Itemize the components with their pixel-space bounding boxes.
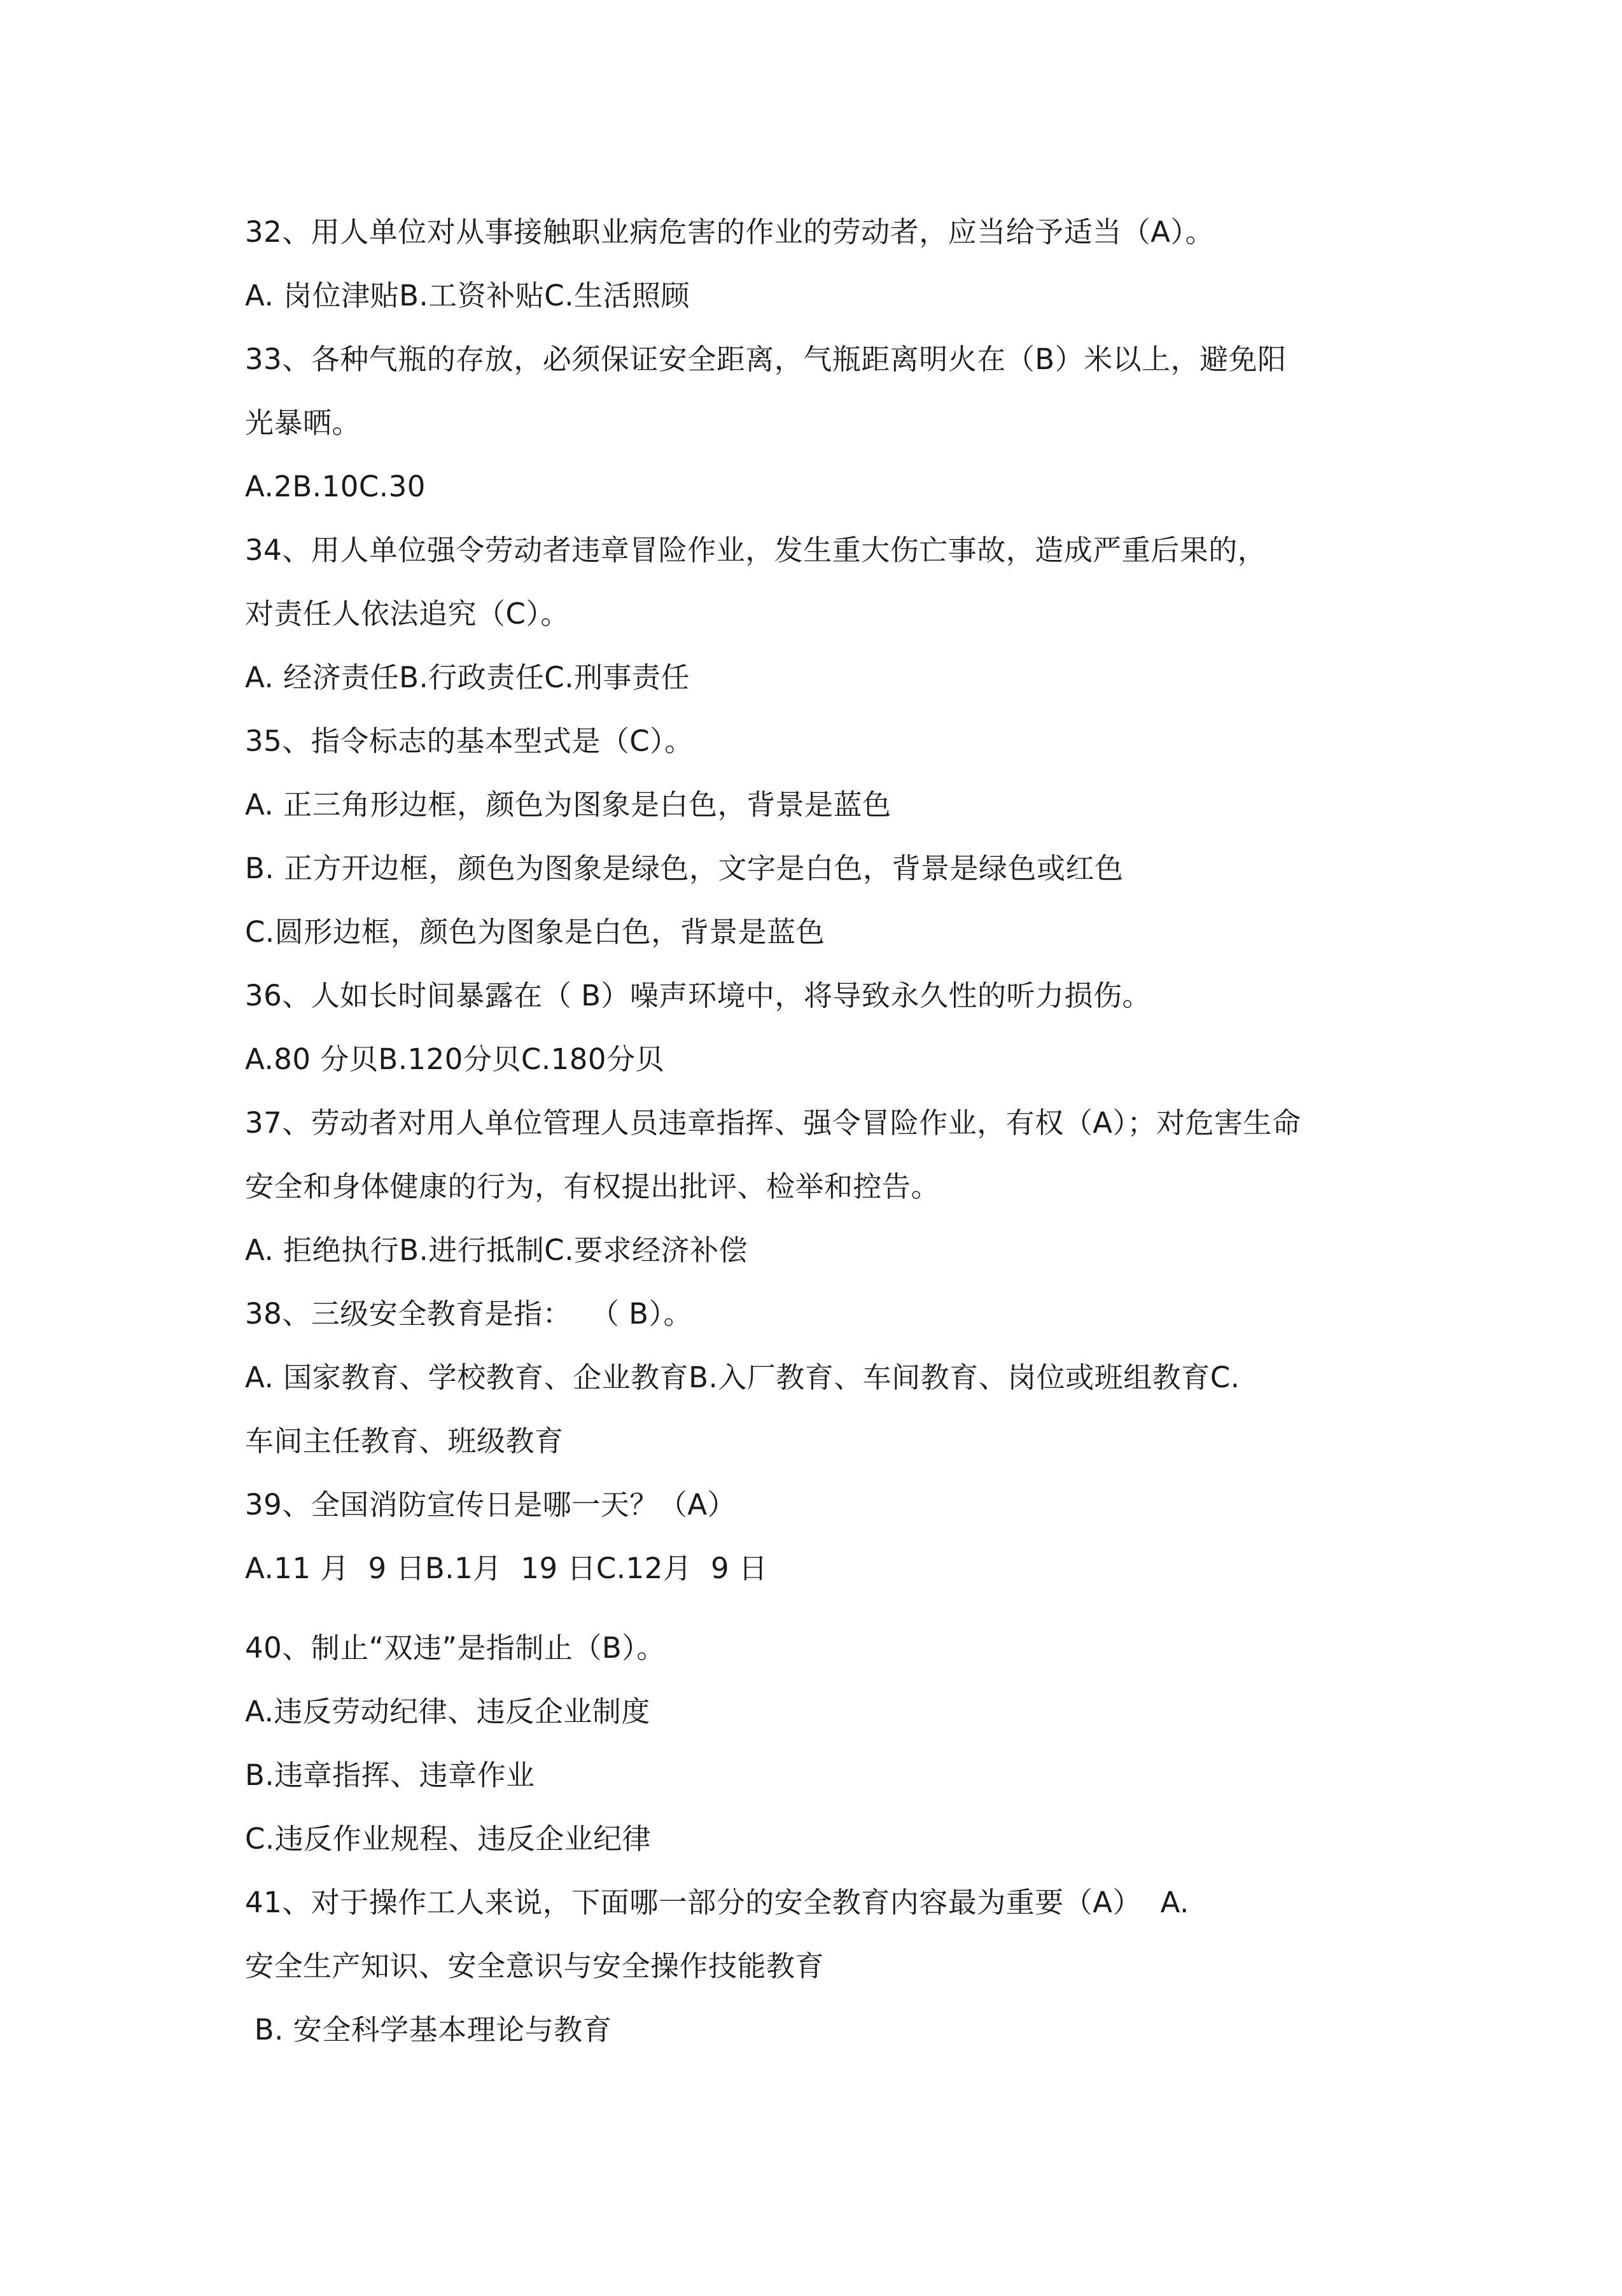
question-33-text-cont: 光暴晒。	[245, 406, 361, 440]
question-32-text: 32、用人单位对从事接触职业病危害的作业的劳动者，应当给予适当（A）。	[245, 215, 1215, 249]
question-39-options: A.11 月 9 日B.1月 19 日C.12月 9 日	[245, 1551, 768, 1585]
question-38-options: A. 国家教育、学校教育、企业教育B.入厂教育、车间教育、岗位或班组教育C.	[245, 1361, 1240, 1394]
question-41-text: 41、对于操作工人来说，下面哪一部分的安全教育内容最为重要（A） A.	[245, 1886, 1189, 1919]
question-37-text: 37、劳动者对用人单位管理人员违章指挥、强令冒险作业，有权（A）；对危害生命	[245, 1106, 1301, 1140]
question-33-text: 33、各种气瓶的存放，必须保证安全距离，气瓶距离明火在（B）米以上，避免阳	[245, 342, 1287, 376]
question-33-options: A.2B.10C.30	[245, 470, 426, 503]
question-39-text: 39、全国消防宣传日是哪一天？（A）	[245, 1488, 737, 1522]
question-38-options-cont: 车间主任教育、班级教育	[245, 1424, 564, 1458]
question-35-option-c: C.圆形边框，颜色为图象是白色，背景是蓝色	[245, 915, 825, 949]
question-35-option-a: A. 正三角形边框，颜色为图象是白色，背景是蓝色	[245, 788, 891, 822]
question-35-text: 35、指令标志的基本型式是（C）。	[245, 724, 694, 758]
question-32-options: A. 岗位津贴B.工资补贴C.生活照顾	[245, 279, 690, 312]
question-37-text-cont: 安全和身体健康的行为，有权提出批评、检举和控告。	[245, 1170, 940, 1203]
question-40-option-c: C.违反作业规程、违反企业纪律	[245, 1822, 652, 1856]
question-37-options: A. 拒绝执行B.进行抵制C.要求经济补偿	[245, 1233, 748, 1267]
question-41-option-b: B. 安全科学基本理论与教育	[245, 2013, 612, 2047]
question-40-text: 40、制止“双违”是指制止（B）。	[245, 1631, 666, 1665]
question-41-option-a: 安全生产知识、安全意识与安全操作技能教育	[245, 1949, 825, 1983]
question-36-text: 36、人如长时间暴露在（ B）噪声环境中，将导致永久性的听力损伤。	[245, 979, 1151, 1012]
question-34-text-cont: 对责任人依法追究（C）。	[245, 597, 570, 631]
question-40-option-b: B.违章指挥、违章作业	[245, 1758, 535, 1792]
question-38-text: 38、三级安全教育是指： （ B）。	[245, 1297, 693, 1331]
question-36-options: A.80 分贝B.120分贝C.180分贝	[245, 1042, 665, 1076]
question-35-option-b: B. 正方开边框，颜色为图象是绿色，文字是白色，背景是绿色或红色	[245, 851, 1124, 885]
question-34-options: A. 经济责任B.行政责任C.刑事责任	[245, 661, 690, 694]
question-40-option-a: A.违反劳动纪律、违反企业制度	[245, 1695, 650, 1728]
question-34-text: 34、用人单位强令劳动者违章冒险作业，发生重大伤亡事故，造成严重后果的，	[245, 533, 1267, 567]
